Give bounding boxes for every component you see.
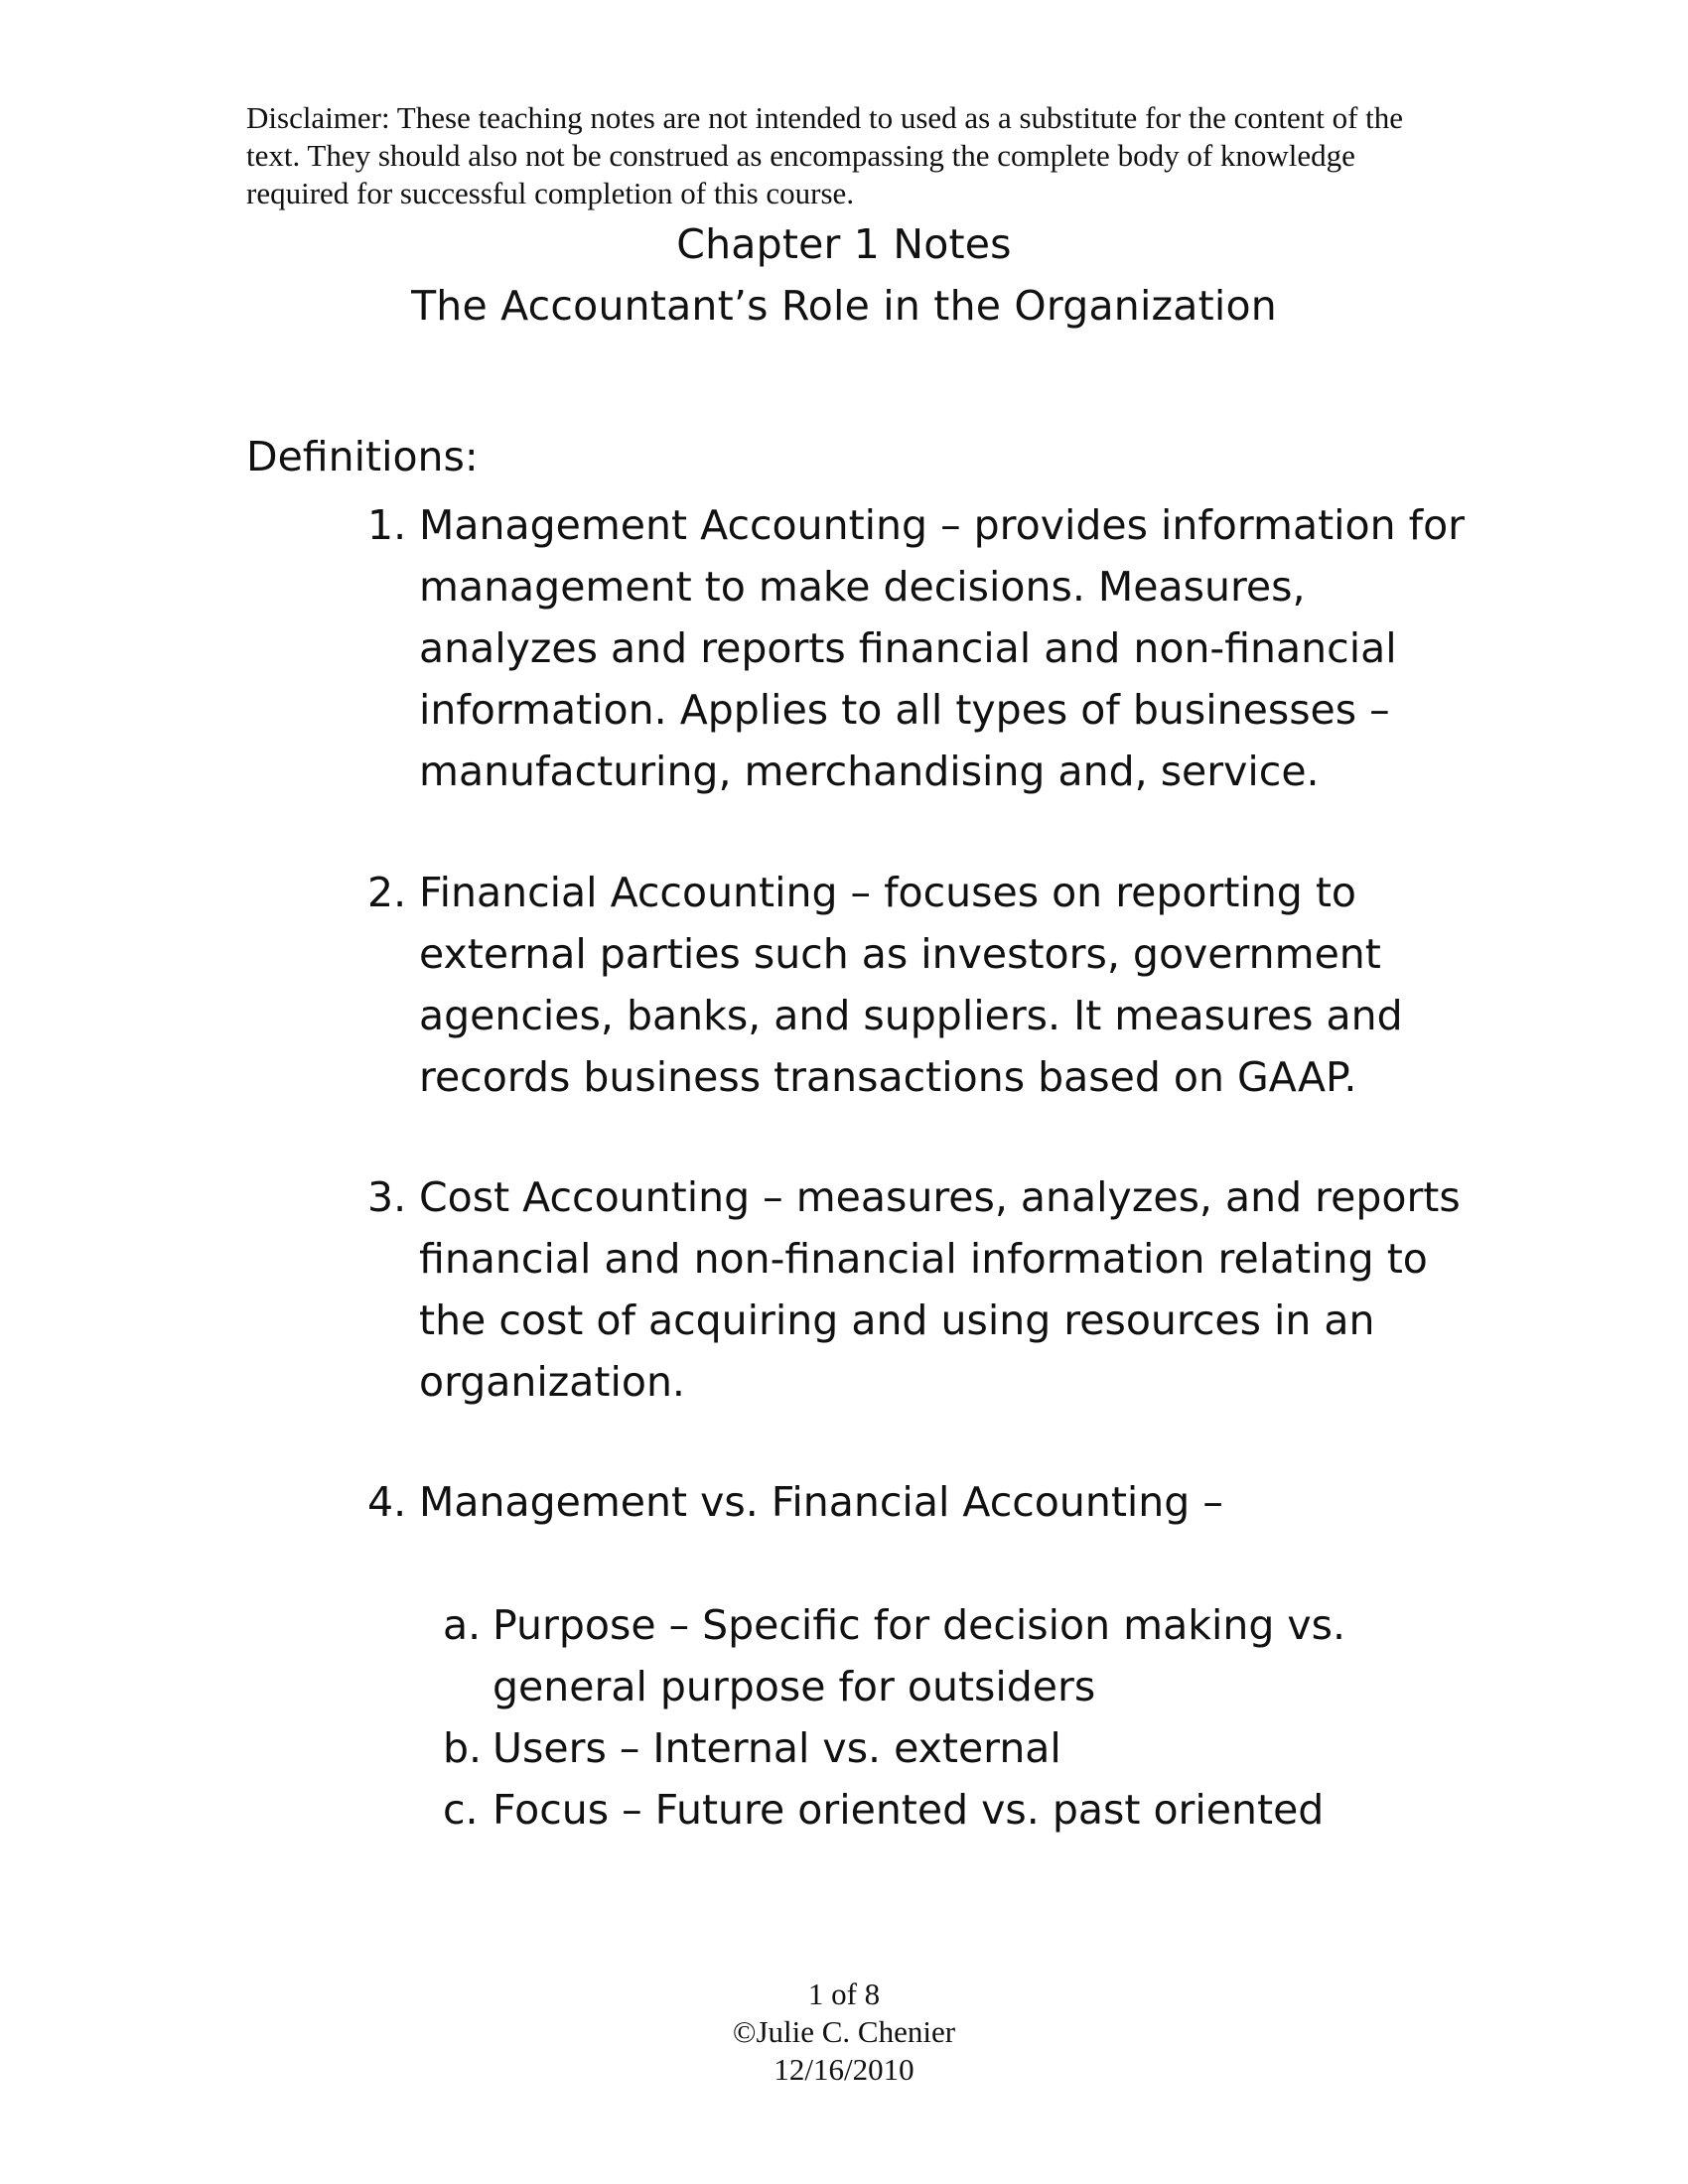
comparison-text: Users – Internal vs. external — [492, 1724, 1061, 1772]
definition-number: 3. — [367, 1173, 407, 1221]
definition-number: 2. — [367, 869, 407, 916]
disclaimer-text: Disclaimer: These teaching notes are not intended to used as a substitute for the content of the text. They should also not be construed as encompassing the complete body of knowledge required for successful completion of this course. — [246, 100, 1404, 210]
comparison-text: Focus – Future oriented vs. past oriented — [492, 1786, 1325, 1834]
definition-number: 1. — [367, 501, 407, 549]
document-date: 12/16/2010 — [774, 2052, 914, 2087]
definition-number: 4. — [367, 1478, 407, 1526]
page-number: 1 of 8 — [807, 1977, 881, 2011]
definition-text: Management vs. Financial Accounting – — [419, 1478, 1223, 1526]
page-subtitle: The Accountant’s Role in the Organization — [411, 282, 1277, 330]
page-title: Chapter 1 Notes — [676, 220, 1012, 268]
definition-text: Financial Accounting – focuses on reporting to external parties such as investors, government agencies, banks, and suppliers. It measures and records business transactions based on GAAP. — [419, 869, 1403, 1101]
definition-text: Management Accounting – provides information for management to make decisions. Measures, analyzes and reports financial and non-financial information. Applies to all types of businesses – manufacturing, merchandising and, service. — [419, 501, 1466, 795]
copyright-notice: ©Julie C. Chenier — [732, 2014, 956, 2049]
comparison-letter: c. — [443, 1786, 479, 1834]
comparison-letter: a. — [443, 1601, 482, 1649]
section-heading: Definitions: — [246, 433, 479, 480]
comparison-letter: b. — [443, 1724, 483, 1772]
definition-text: Cost Accounting – measures, analyzes, and reports financial and non-financial information relating to the cost of acquiring and using resources in an organization. — [419, 1173, 1461, 1406]
comparison-text: Purpose – Specific for decision making vs. general purpose for outsiders — [492, 1601, 1346, 1710]
